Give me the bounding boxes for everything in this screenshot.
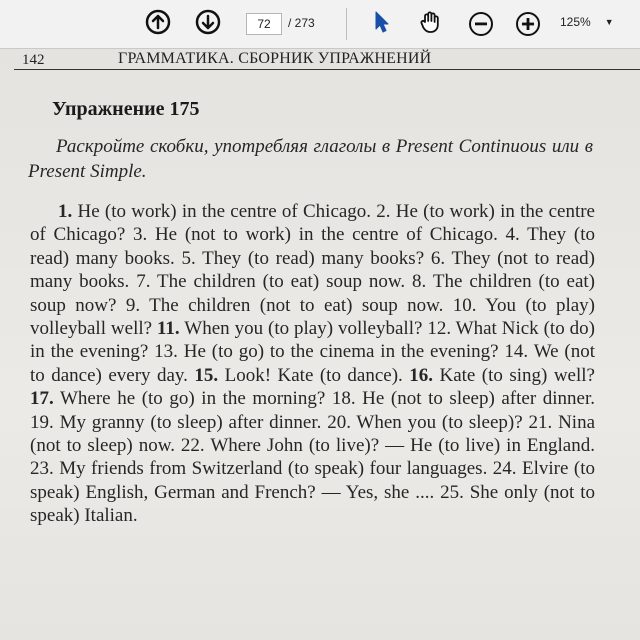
exercise-text: Look! Kate (to dance). [218,364,410,386]
running-header: ГРАММАТИКА. СБОРНИК УПРАЖНЕНИЙ [118,50,432,67]
select-tool-button[interactable] [368,10,396,38]
arrow-down-icon [195,9,221,40]
zoom-out-icon [469,12,493,36]
header-rule [14,69,640,70]
zoom-out-button[interactable] [467,10,495,38]
exercise-number: 17. [30,388,54,410]
next-page-button[interactable] [194,10,222,38]
exercise-title: Упражнение 175 [52,98,200,120]
exercise-text: Where he (to go) in the morning? 18. He (not to sleep) after dinner. 19. My granny (to sleep) after dinner. 20. When you (to sleep)? 21. Nina (not to sleep) now. 22. Where John (to live)? — He (to live) in England. 23. My friends from Switzerland (to speak) four languages. 24. Elvire (to speak) English, German and French? — Yes, she .... 25. She only (not to speak) Italian. [30,388,595,527]
hand-tool-button[interactable] [417,10,445,38]
page-number: 142 [22,52,45,68]
exercise-number: 15. [194,364,219,386]
exercise-instructions: Раскройте скобки, употребляя глаголы в Present Continuous или в Present Simple. [28,136,593,182]
hand-icon [418,9,444,40]
toolbar-divider [346,8,347,40]
zoom-in-button[interactable] [514,10,542,38]
page-number-input[interactable]: 72 [246,13,282,35]
exercise-number: 1. [58,201,73,222]
zoom-in-icon [516,12,540,36]
exercise-number: 11. [156,318,180,340]
pointer-icon [372,10,392,39]
exercise-body [30,200,595,528]
zoom-level-select[interactable] [560,10,626,34]
chevron-down-icon: ▼ [604,17,614,27]
zoom-level-value: 125% [560,15,591,29]
pdf-toolbar [0,0,640,49]
arrow-up-icon [145,9,171,40]
previous-page-button[interactable] [144,10,172,38]
exercise-number: 16. [409,364,434,386]
exercise-text: He (to work) in the centre of Chicago. 2. He (to work) in the centre of Chicago? 3. He (not to work) in the centre of Chicago. 4. They (to read) many books. 5. They (to read) many books? 6. They (not to read) many books. 7. The children (to eat) soup now. 8. The children (to eat) soup now? 9. The children (not to eat) soup now. 10. You (to play) volleyball well? [30,201,595,340]
exercise-text: Kate (to sing) well? [433,364,595,386]
exercise-text: When you (to play) volleyball? 12. What Nick (to do) in the evening? 13. He (to go) to the cinema in the evening? 14. We (not to dance) every day. [30,318,595,386]
page-total-label: / 273 [288,16,315,30]
